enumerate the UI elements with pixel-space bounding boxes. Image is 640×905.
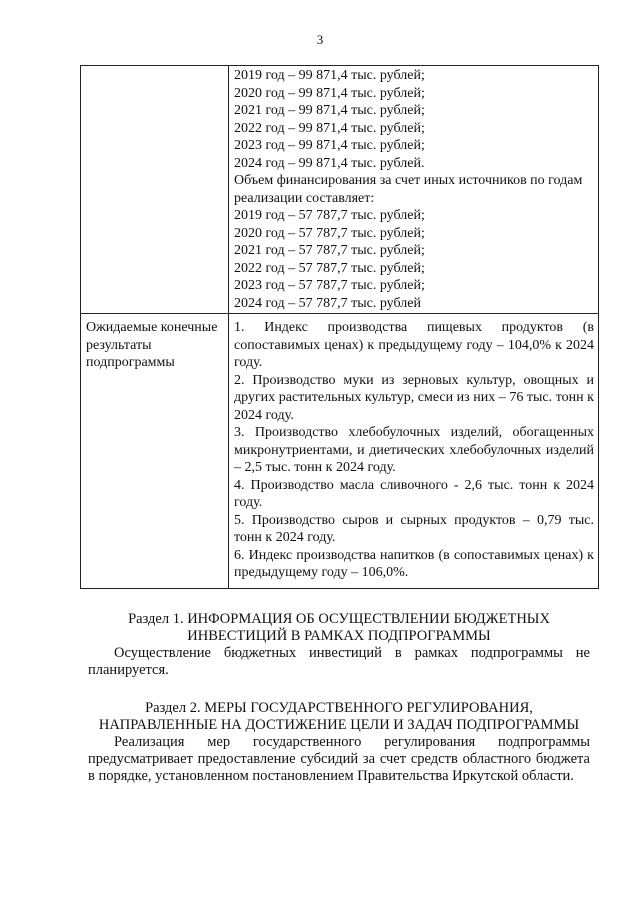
funding-line: 2021 год – 99 871,4 тыс. рублей; bbox=[234, 103, 425, 118]
section-2-body: Реализация мер государственного регулирования подпрограммы предусматривает предоставление субсидий за счет средств областного бюджета в порядке, установленном постановлением Правительства Иркутской области. bbox=[88, 734, 590, 784]
other-funding-line: 2019 год – 57 787,7 тыс. рублей; bbox=[234, 208, 425, 223]
other-funding-line: 2021 год – 57 787,7 тыс. рублей; bbox=[234, 243, 425, 258]
section-2 bbox=[88, 700, 590, 785]
funding-line: 2022 год – 99 871,4 тыс. рублей; bbox=[234, 120, 425, 136]
passport-table bbox=[80, 65, 599, 589]
results-label: Ожидаемые конечные результаты подпрограммы bbox=[81, 314, 229, 589]
other-funding-line: 2024 год – 57 787,7 тыс. рублей bbox=[234, 295, 421, 311]
result-item: 2. Производство муки из зерновых культур, овощных и других растительных культур, смеси из них – 76 тыс. тонн к 2024 году. bbox=[234, 372, 594, 423]
result-item: 4. Производство масла сливочного - 2,6 тыс. тонн к 2024 году. bbox=[234, 477, 594, 510]
result-item: 3. Производство хлебобулочных изделий, обогащенных микронутриентами, и диетических хлебобулочных изделий – 2,5 тыс. тонн к 2024 году. bbox=[234, 425, 594, 475]
funding-line: 2023 год – 99 871,4 тыс. рублей; bbox=[234, 138, 425, 153]
funding-label-cell bbox=[81, 66, 229, 314]
funding-value-cell bbox=[229, 66, 599, 314]
table-row-results bbox=[81, 314, 599, 589]
result-item: 5. Производство сыров и сырных продуктов – 0,79 тыс. тонн к 2024 году. bbox=[234, 512, 594, 545]
other-funding-line: 2022 год – 57 787,7 тыс. рублей; bbox=[234, 260, 425, 276]
other-funding-line: 2023 год – 57 787,7 тыс. рублей; bbox=[234, 278, 425, 293]
section-2-title: Раздел 2. МЕРЫ ГОСУДАРСТВЕННОГО РЕГУЛИРОВАНИЯ, НАПРАВЛЕННЫЕ НА ДОСТИЖЕНИЕ ЦЕЛИ И ЗАДАЧ ПОДПРОГРАММЫ bbox=[98, 700, 580, 733]
section-1-title: Раздел 1. ИНФОРМАЦИЯ ОБ ОСУЩЕСТВЛЕНИИ БЮДЖЕТНЫХ ИНВЕСТИЦИЙ В РАМКАХ ПОДПРОГРАММЫ bbox=[128, 611, 550, 644]
result-item: 6. Индекс производства напитков (в сопоставимых ценах) к предыдущему году – 106,0%. bbox=[234, 547, 594, 580]
table-row-funding bbox=[81, 66, 599, 314]
result-item: 1. Индекс производства пищевых продуктов (в сопоставимых ценах) к предыдущему году – 104,0% к 2024 году. bbox=[234, 320, 594, 370]
other-funding-line: 2020 год – 57 787,7 тыс. рублей; bbox=[234, 225, 425, 241]
funding-line: 2019 год – 99 871,4 тыс. рублей; bbox=[234, 68, 425, 83]
page-number: 3 bbox=[316, 32, 324, 47]
section-1 bbox=[88, 611, 590, 679]
funding-line: 2020 год – 99 871,4 тыс. рублей; bbox=[234, 85, 425, 101]
other-sources-intro: Объем финансирования за счет иных источников по годам реализации составляет: bbox=[234, 173, 583, 206]
results-cell bbox=[229, 314, 599, 589]
funding-line: 2024 год – 99 871,4 тыс. рублей. bbox=[234, 155, 425, 171]
section-1-body: Осуществление бюджетных инвестиций в рамках подпрограммы не планируется. bbox=[88, 645, 590, 678]
